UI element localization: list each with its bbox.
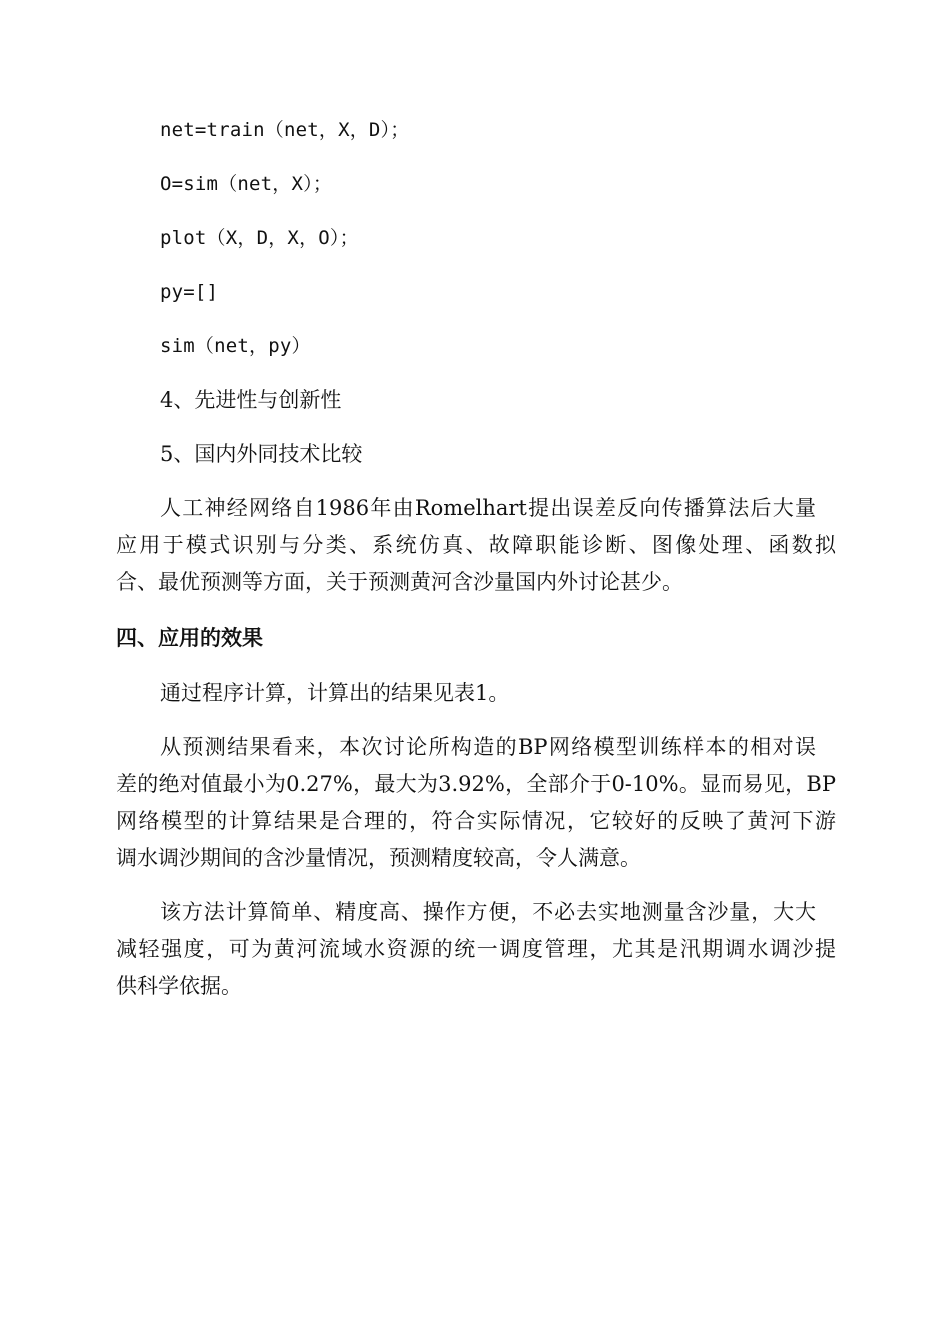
code-line-sim-py: sim（net，py） bbox=[160, 335, 311, 357]
section-heading: 四、应用的效果 bbox=[116, 626, 263, 650]
paragraph-line: 调水调沙期间的含沙量情况，预测精度较高，令人满意。 bbox=[116, 846, 641, 870]
code-line-train: net=train（net，X，D）； bbox=[160, 119, 410, 141]
paragraph-line: 从预测结果看来，本次讨论所构造的BP网络模型训练样本的相对误 bbox=[160, 735, 816, 759]
paragraph-line: 网络模型的计算结果是合理的，符合实际情况，它较好的反映了黄河下游 bbox=[116, 809, 836, 833]
paragraph-results-intro: 通过程序计算，计算出的结果见表1。 bbox=[160, 681, 510, 705]
code-line-sim: O=sim（net，X）； bbox=[160, 173, 333, 195]
paragraph-line: 人工神经网络自1986年由Romelhart提出误差反向传播算法后大量 bbox=[160, 496, 816, 520]
code-line-plot: plot（X，D，X，O）； bbox=[160, 227, 359, 249]
paragraph-line: 减轻强度，可为黄河流域水资源的统一调度管理，尤其是汛期调水调沙提 bbox=[116, 937, 836, 961]
paragraph-line: 该方法计算简单、精度高、操作方便，不必去实地测量含沙量，大大 bbox=[160, 900, 816, 924]
paragraph-line: 差的绝对值最小为0.27%，最大为3.92%，全部介于0-10%。显而易见，BP bbox=[116, 772, 836, 796]
paragraph-line: 供科学依据。 bbox=[116, 974, 242, 998]
list-item-comparison: 5、国内外同技术比较 bbox=[160, 442, 363, 466]
code-line-py: py=[] bbox=[160, 281, 219, 303]
list-item-innovation: 4、先进性与创新性 bbox=[160, 388, 342, 412]
paragraph-line: 应用于模式识别与分类、系统仿真、故障职能诊断、图像处理、函数拟 bbox=[116, 533, 836, 557]
paragraph-line: 合、最优预测等方面，关于预测黄河含沙量国内外讨论甚少。 bbox=[116, 570, 683, 594]
